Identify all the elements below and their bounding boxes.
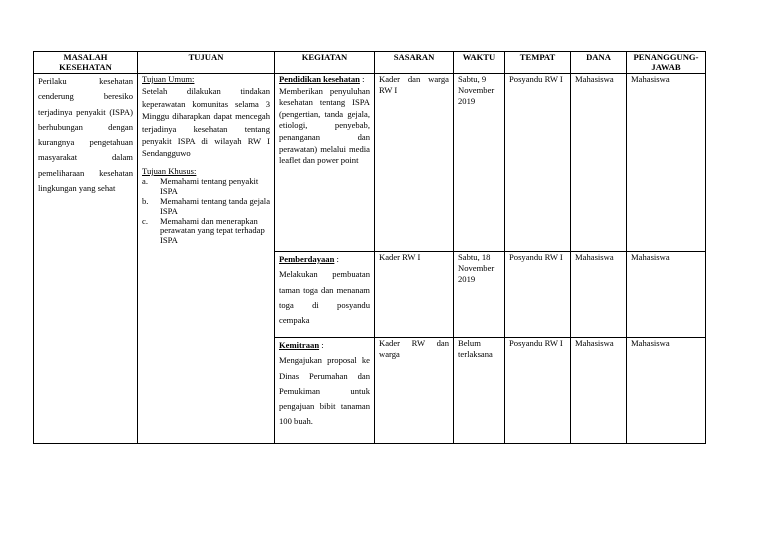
penanggung-jawab-cell: Mahasiswa: [627, 252, 706, 338]
header-penanggung-jawab: PENANGGUNG-JAWAB: [627, 52, 706, 74]
tujuan-cell: [138, 74, 275, 444]
intervention-plan-table: [33, 51, 706, 444]
waktu-cell: Belum terlaksana: [454, 338, 505, 444]
tempat-cell: Posyandu RW I: [505, 74, 571, 252]
kegiatan-title: Pendidikan kesehatan: [279, 74, 360, 84]
kegiatan-text: Memberikan penyuluhan kesehatan tentang ISPA (pengertian, tanda gejala, etiologi, penyebab, penanganan dan perawatan) melalui media leaflet dan power point: [279, 85, 370, 166]
waktu-cell: Sabtu, 18 November 2019: [454, 252, 505, 338]
kegiatan-cell: Kemitraan : Mengajukan proposal ke Dinas Perumahan dan Pemukiman untuk pengajuan bibit tanaman 100 buah.: [275, 338, 375, 444]
kegiatan-text: Mengajukan proposal ke Dinas Perumahan dan Pemukiman untuk pengajuan bibit tanaman 100 buah.: [279, 355, 370, 427]
dana-cell: Mahasiswa: [571, 74, 627, 252]
kegiatan-cell: Pendidikan kesehatan : Memberikan penyuluhan kesehatan tentang ISPA (pengertian, tanda gejala, etiologi, penyebab, penanganan dan perawatan) melalui media leaflet dan power point: [275, 74, 375, 252]
masalah-cell: [34, 74, 138, 444]
sasaran-cell: Kader RW I: [375, 252, 454, 338]
sasaran-cell: Kader RW dan warga: [375, 338, 454, 444]
tempat-cell: Posyandu RW I: [505, 338, 571, 444]
penanggung-jawab-cell: Mahasiswa: [627, 338, 706, 444]
tujuan-khusus-list: [142, 177, 270, 246]
header-sasaran: SASARAN: [375, 52, 454, 74]
header-masalah: MASALAH KESEHATAN: [34, 52, 138, 74]
header-row: [34, 52, 706, 74]
kegiatan-title: Kemitraan: [279, 340, 320, 350]
list-item: c. Memahami dan menerapkan perawatan yang tepat terhadap ISPA: [142, 215, 265, 246]
table-row: [34, 74, 706, 252]
list-item: a. Memahami tentang penyakit ISPA: [142, 176, 259, 196]
waktu-cell: Sabtu, 9 November 2019: [454, 74, 505, 252]
kegiatan-title: Pemberdayaan: [279, 254, 335, 264]
tempat-cell: Posyandu RW I: [505, 252, 571, 338]
dana-cell: Mahasiswa: [571, 338, 627, 444]
kegiatan-cell: Pemberdayaan : Melakukan pembuatan taman toga dan menanam toga di posyandu cempaka: [275, 252, 375, 338]
header-waktu: WAKTU: [454, 52, 505, 74]
tujuan-khusus-label: Tujuan Khusus:: [142, 165, 197, 176]
sasaran-cell: Kader dan warga RW I: [375, 74, 454, 252]
header-tempat: TEMPAT: [505, 52, 571, 74]
header-dana: DANA: [571, 52, 627, 74]
kegiatan-text: Melakukan pembuatan taman toga dan menanam toga di posyandu cempaka: [279, 269, 370, 326]
dana-cell: Mahasiswa: [571, 252, 627, 338]
header-tujuan: TUJUAN: [138, 52, 275, 74]
header-kegiatan: KEGIATAN: [275, 52, 375, 74]
tujuan-umum-label: Tujuan Umum:: [142, 74, 195, 84]
masalah-text: Perilaku kesehatan cenderung beresiko terjadinya penyakit (ISPA) berhubungan dengan kurangnya pengetahuan masyarakat dalam pemeliharaan kesehatan lingkungan yang sehat: [38, 76, 133, 194]
penanggung-jawab-cell: Mahasiswa: [627, 74, 706, 252]
list-item: b. Memahami tentang tanda gejala ISPA: [142, 195, 271, 216]
tujuan-umum-text: Setelah dilakukan tindakan keperawatan komunitas selama 3 Minggu diharapkan dapat mencegah terjadinya kesehatan tentang penyakit ISPA di wilayah RW I Sendangguwo: [142, 86, 270, 159]
